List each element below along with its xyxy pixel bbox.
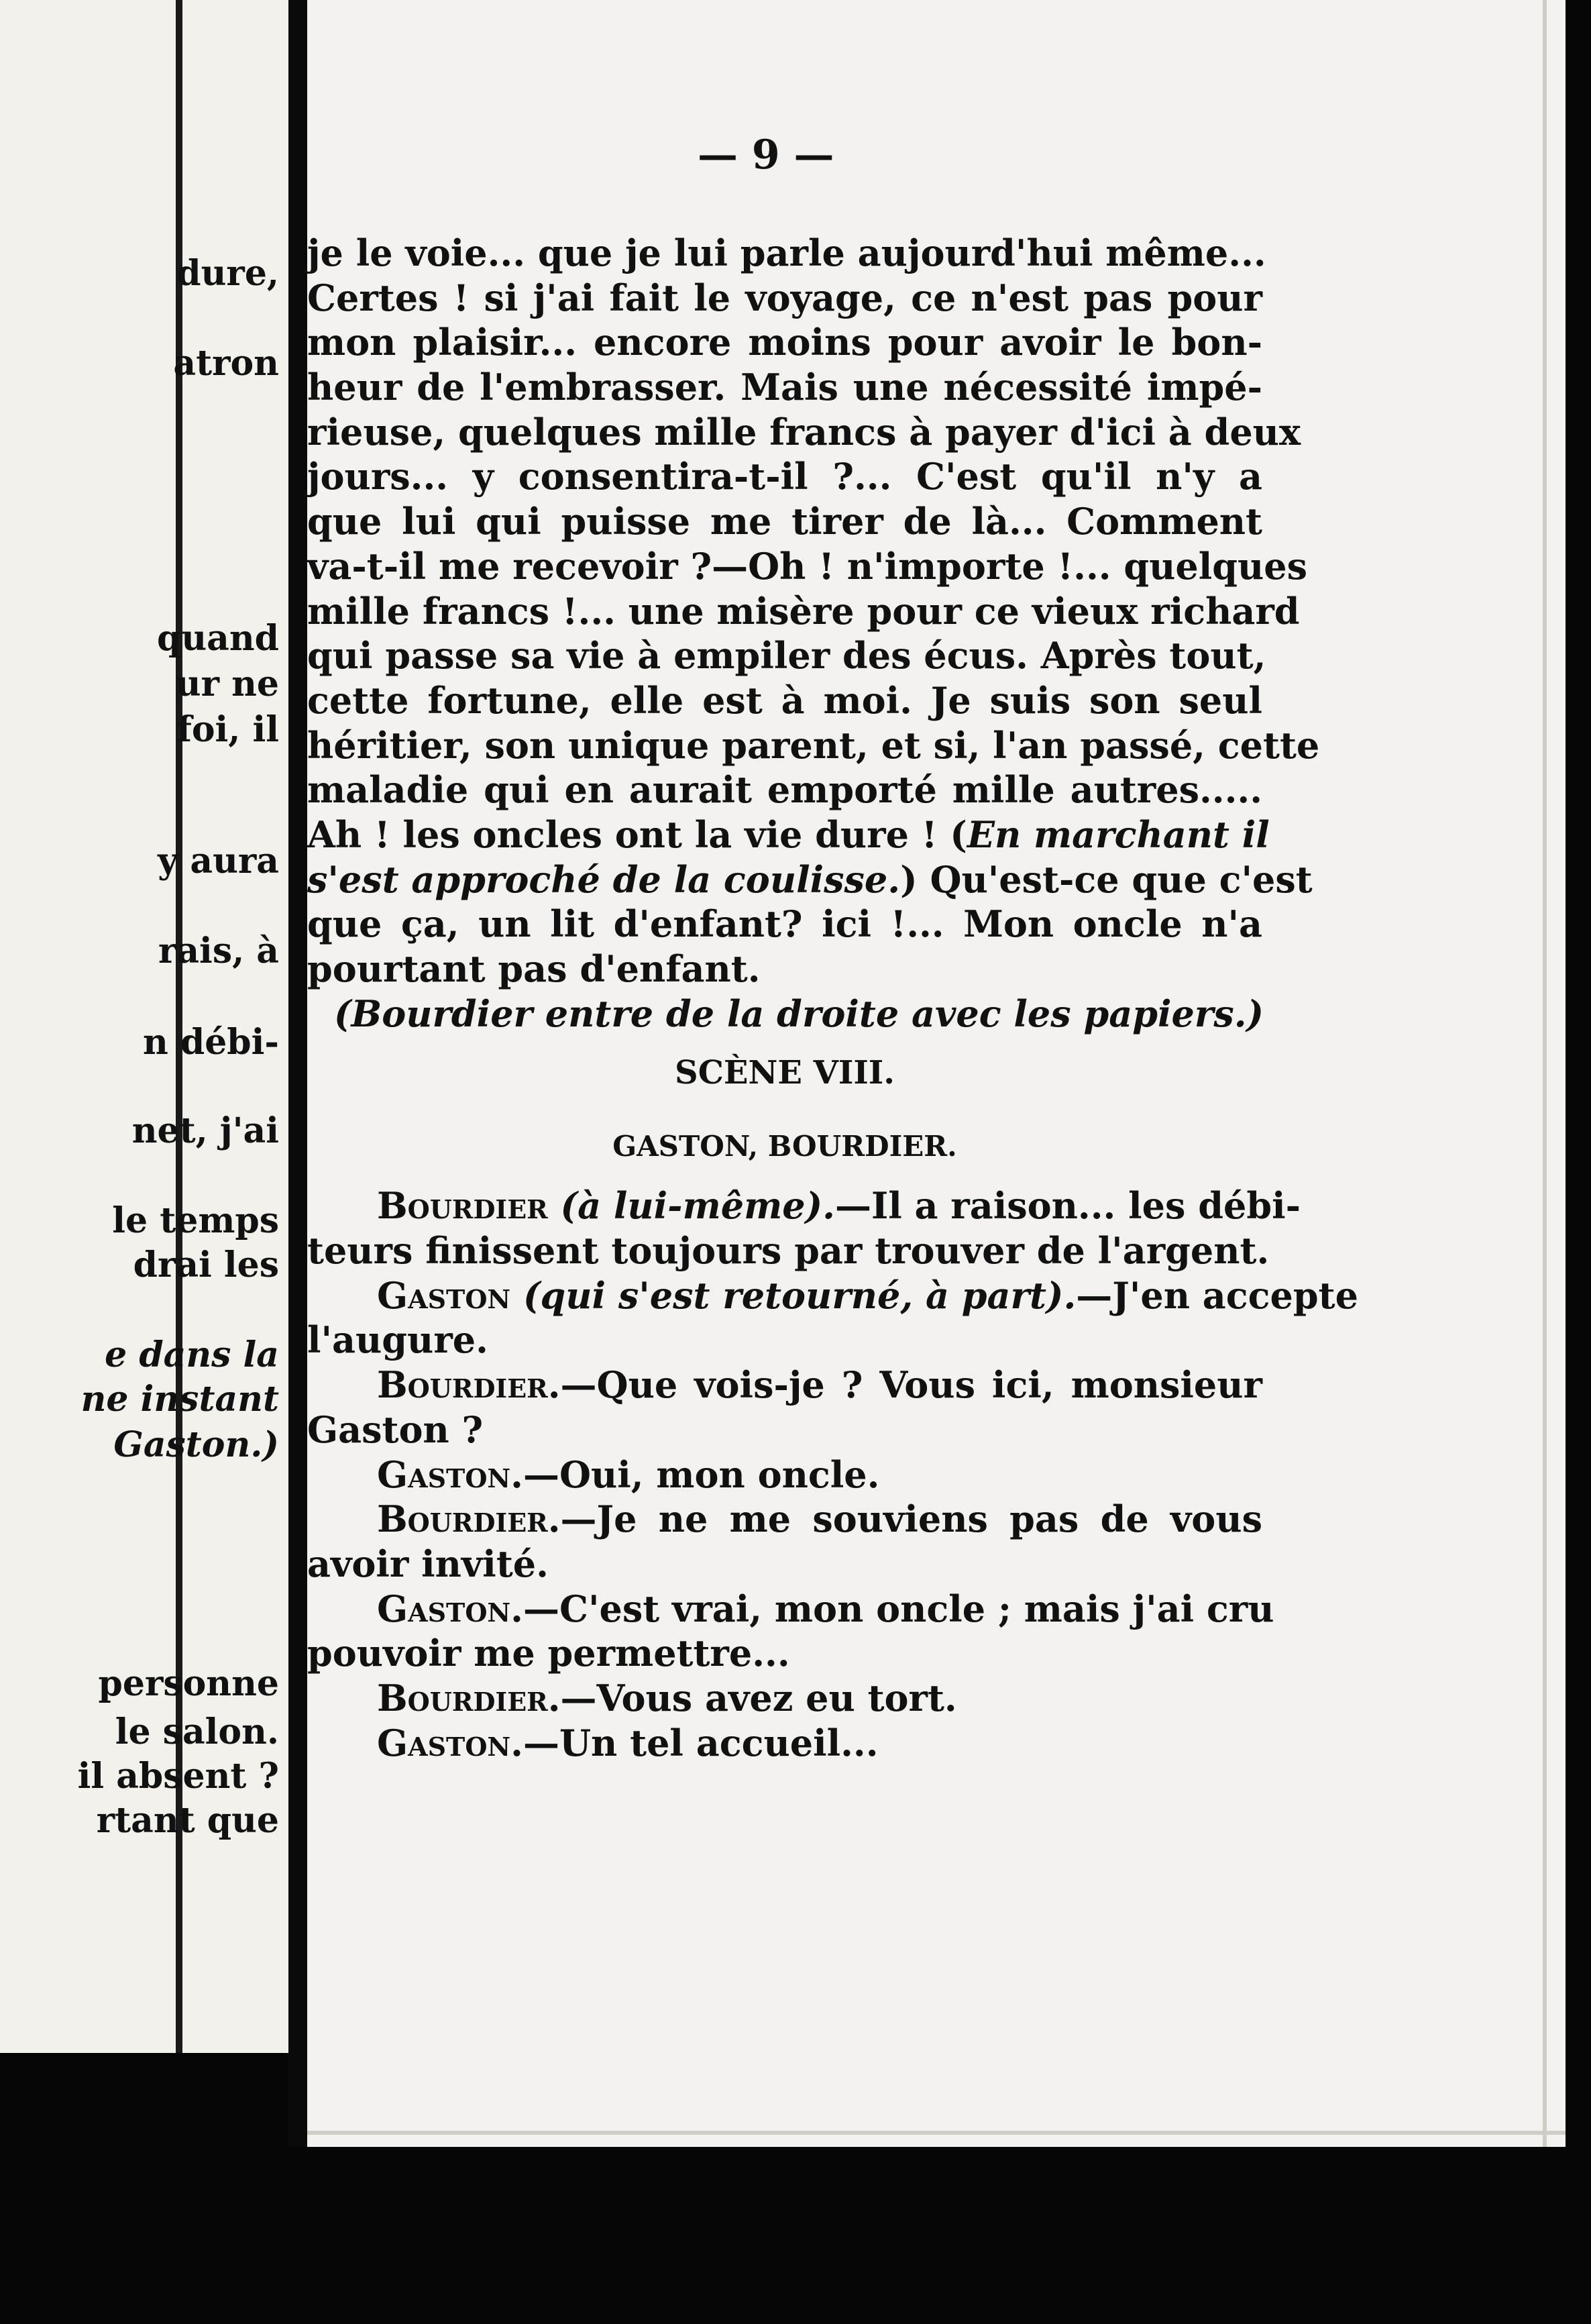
speech: —J'en accepte <box>1076 1273 1358 1317</box>
speaker: Gaston. <box>377 1452 523 1496</box>
speaker: Bourdier. <box>377 1363 561 1407</box>
left-fragment: rais, à <box>158 931 279 971</box>
speech: —Je ne me souviens pas de vous <box>560 1497 1262 1541</box>
left-fragment: net, j'ai <box>131 1110 279 1151</box>
left-fragment: n débi- <box>142 1022 279 1063</box>
scene-title: SCÈNE VIII. <box>675 1054 895 1092</box>
speaker: Bourdier <box>377 1184 548 1228</box>
text-line: qui passe sa vie à empiler des écus. Après tout, <box>307 634 1266 678</box>
left-fragment: personne <box>98 1663 279 1704</box>
left-fragment: Gaston.) <box>113 1424 279 1465</box>
text-line: mille francs !... une misère pour ce vieux richard <box>307 589 1300 633</box>
dialogue-line: teurs finissent toujours par trouver de l'argent. <box>307 1229 1270 1273</box>
left-fragment: dure, <box>176 253 279 294</box>
left-fragment: e dans la <box>105 1334 279 1375</box>
dialogue-line <box>307 1721 1262 1766</box>
stage-direction: En marchant il <box>967 812 1270 856</box>
text-line: maladie qui en aurait emporté mille autres..... <box>307 768 1262 812</box>
left-fragment: le salon. <box>115 1711 279 1752</box>
text-line: pourtant pas d'enfant. <box>307 947 761 990</box>
left-fragment: quand <box>156 618 279 659</box>
text-line: que ça, un lit d'enfant? ici !... Mon oncle n'a <box>307 902 1262 946</box>
dialogue-line <box>307 1183 1301 1228</box>
text-line: jours... y consentira-t-il ?... C'est qu'il n'y a <box>307 455 1262 498</box>
speaker: Gaston <box>377 1273 511 1317</box>
left-fragment: rtant que <box>96 1800 279 1841</box>
dialogue-line: pouvoir me permettre... <box>307 1632 790 1675</box>
scene-characters: GASTON, BOURDIER. <box>612 1130 957 1163</box>
text-line: que lui qui puisse me tirer de là... Comment <box>307 500 1262 543</box>
text-line: cette fortune, elle est à moi. Je suis son seul <box>307 678 1262 722</box>
text-line: je le voie... que je lui parle aujourd'hui même... <box>307 231 1266 274</box>
speaker: Bourdier. <box>377 1676 561 1720</box>
left-fragment: le temps <box>112 1200 279 1241</box>
speech: —Il a raison... les débi- <box>834 1184 1301 1228</box>
dialogue-line <box>307 1363 1262 1408</box>
speech: —Un tel accueil... <box>523 1721 879 1764</box>
dialogue-line: Gaston ? <box>307 1408 484 1451</box>
text-line: Certes ! si j'ai fait le voyage, ce n'est pas pour <box>307 276 1262 319</box>
left-fragment: foi, il <box>176 709 279 750</box>
stage-direction: (qui s'est retourné, à part). <box>523 1273 1077 1317</box>
speech: —Vous avez eu tort. <box>560 1676 957 1720</box>
left-fragment: il absent ? <box>77 1756 279 1797</box>
left-fragment: y aura <box>158 841 279 882</box>
dialogue-line <box>307 1273 1358 1318</box>
left-fragment: atron <box>173 343 279 384</box>
text-line: rieuse, quelques mille francs à payer d'ici à deux <box>307 410 1301 454</box>
previous-page-fragment <box>0 0 288 2053</box>
speaker: Gaston. <box>377 1587 523 1630</box>
dialogue-line <box>307 1676 1262 1721</box>
text-line: heur de l'embrasser. Mais une nécessité impé- <box>307 366 1262 409</box>
dialogue-line <box>307 1587 1274 1632</box>
text-line: s'est approché de la coulisse.) Qu'est-ce que c'est <box>307 857 1313 901</box>
page-number: — 9 — <box>698 131 834 178</box>
stage-direction: (Bourdier entre de la droite avec les papiers.) <box>334 992 1264 1035</box>
dialogue-line <box>307 1452 1262 1497</box>
page-text <box>307 231 1358 1765</box>
text-line: Ah ! les oncles ont la vie dure ! (En marchant il <box>307 812 1270 856</box>
text-line: va-t-il me recevoir ?—Oh ! n'importe !... quelques <box>307 544 1308 588</box>
speaker: Bourdier. <box>377 1497 561 1541</box>
dialogue-line: avoir invité. <box>307 1542 549 1585</box>
page-bottom-edge <box>307 2131 1566 2135</box>
text-line: héritier, son unique parent, et si, l'an passé, cette <box>307 723 1320 767</box>
left-fragment: ur ne <box>175 664 279 704</box>
speech: —C'est vrai, mon oncle ; mais j'ai cru <box>523 1587 1274 1630</box>
left-fragment: ne instant <box>80 1379 279 1420</box>
stage-direction: (à lui-même). <box>560 1184 835 1228</box>
left-fragment: drai les <box>133 1245 279 1285</box>
text-line: mon plaisir... encore moins pour avoir le bon- <box>307 321 1262 364</box>
speech: —Que vois-je ? Vous ici, monsieur <box>560 1363 1262 1407</box>
dialogue-line: l'augure. <box>307 1318 488 1362</box>
text-run: Ah ! les oncles ont la vie dure ! <box>307 812 938 856</box>
text-run: Qu'est-ce que c'est <box>930 857 1313 901</box>
page-edge <box>1543 0 1547 2147</box>
dialogue-line <box>307 1497 1262 1542</box>
speaker: Gaston. <box>377 1721 523 1764</box>
speech: —Oui, mon oncle. <box>523 1452 880 1496</box>
stage-direction: s'est approché de la coulisse. <box>307 857 901 901</box>
book-gutter <box>288 0 307 2147</box>
